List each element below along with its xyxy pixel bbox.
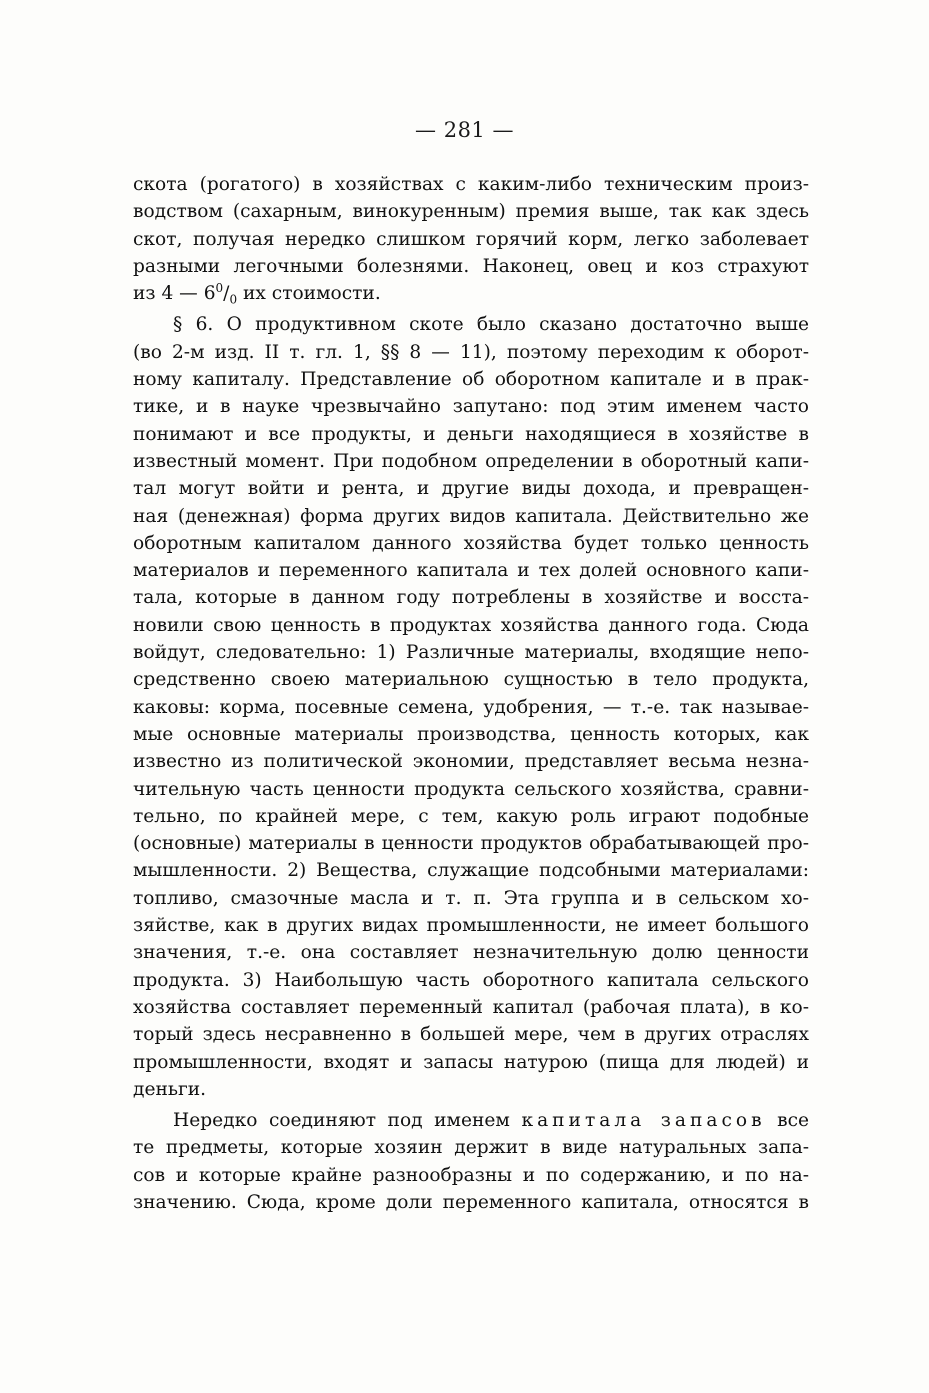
text-line: известно из политической экономии, представляет весьма незна-	[133, 751, 809, 773]
paragraph-1	[133, 171, 809, 307]
text-fragment: из 4 — 6	[133, 283, 216, 305]
paragraph-2	[133, 311, 809, 1103]
text-line: тал могут войти и рента, и другие виды дохода, и превращен-	[133, 478, 809, 500]
text-line: войдут, следовательно: 1) Различные материалы, входящие непо-	[133, 642, 809, 664]
text-line: разными легочными болезнями. Наконец, овец и коз страхуют	[133, 255, 809, 277]
text-line: оборотным капиталом данного хозяйства будет только ценность	[133, 532, 809, 554]
text-line: тике, и в науке чрезвычайно запутано: под этим именем часто	[133, 396, 809, 418]
text-line: торый здесь несравненно в большей мере, чем в других отраслях	[133, 1024, 809, 1046]
text-line: тельно, по крайней мере, с тем, какую роль играют подобные	[133, 805, 809, 827]
text-line: ному капиталу. Представление об оборотном капитале и в прак-	[133, 369, 809, 391]
text-fragment: их стоимости.	[237, 283, 381, 305]
text-line: водством (сахарным, винокуренным) премия выше, так как здесь	[133, 201, 809, 223]
text-line: мышленности. 2) Вещества, служащие подсобными материалами:	[133, 860, 809, 882]
text-line: средственно своею материальною сущностью в тело продукта,	[133, 669, 809, 691]
spaced-term: капитала запасов	[521, 1110, 766, 1132]
text-line: мые основные материалы производства, ценность которых, как	[133, 723, 809, 745]
text-line: скот, получая нередко слишком горячий корм, легко заболевает	[133, 228, 809, 250]
percent-sub: 0	[229, 292, 238, 307]
percent-sup: 0	[215, 281, 224, 295]
text-line: значению. Сюда, кроме доли переменного капитала, относятся в	[133, 1191, 809, 1213]
text-line: каковы: корма, посевные семена, удобрения, — т.-е. так называе-	[133, 696, 809, 718]
text-fragment: Нередко соединяют под именем	[173, 1110, 522, 1132]
text-fragment: все	[765, 1110, 809, 1132]
text-line: ная (денежная) форма других видов капитала. Действительно же	[133, 505, 809, 527]
text-line: топливо, смазочные масла и т. п. Эта группа и в сельском хо-	[133, 887, 809, 909]
text-line: деньги.	[133, 1078, 207, 1100]
text-line: чительную часть ценности продукта сельского хозяйства, сравни-	[133, 778, 809, 800]
text-line: тала, которые в данном году потреблены в хозяйстве и восста-	[133, 587, 809, 609]
body-text	[133, 171, 809, 1216]
page-number: — 281 —	[415, 118, 514, 142]
text-line	[133, 280, 809, 307]
text-line: известный момент. При подобном определении в оборотный капи-	[133, 450, 809, 472]
text-line: те предметы, которые хозяин держит в виде натуральных запа-	[133, 1137, 809, 1159]
text-line: (во 2-м изд. II т. гл. 1, §§ 8 — 11), поэтому переходим к оборот-	[133, 341, 809, 363]
text-line: скота (рогатого) в хозяйствах с каким-либо техническим произ-	[133, 174, 809, 195]
text-line: зяйстве, как в других видах промышленности, не имеет большого	[133, 915, 809, 937]
text-line: (основные) материалы в ценности продуктов обрабатывающей про-	[133, 833, 809, 855]
percent-slash: /	[223, 283, 230, 305]
text-line: понимают и все продукты, и деньги находящиеся в хозяйстве в	[133, 423, 809, 445]
text-line: § 6. О продуктивном скоте было сказано достаточно выше	[173, 314, 809, 336]
text-line: материалов и переменного капитала и тех долей основного капи-	[133, 560, 809, 582]
text-line: продукта. 3) Наибольшую часть оборотного капитала сельского	[133, 969, 809, 991]
text-line: сов и которые крайне разнообразны и по содержанию, и по на-	[133, 1164, 809, 1186]
text-line: новили свою ценность в продуктах хозяйства данного года. Сюда	[133, 614, 809, 636]
text-line: значения, т.-е. она составляет незначительную долю ценности	[133, 942, 809, 964]
text-line: промышленности, входят и запасы натурою (пища для людей) и	[133, 1051, 809, 1073]
text-line	[133, 1107, 809, 1134]
text-line: хозяйства составляет переменный капитал (рабочая плата), в ко-	[133, 996, 809, 1018]
paragraph-3	[133, 1107, 809, 1216]
